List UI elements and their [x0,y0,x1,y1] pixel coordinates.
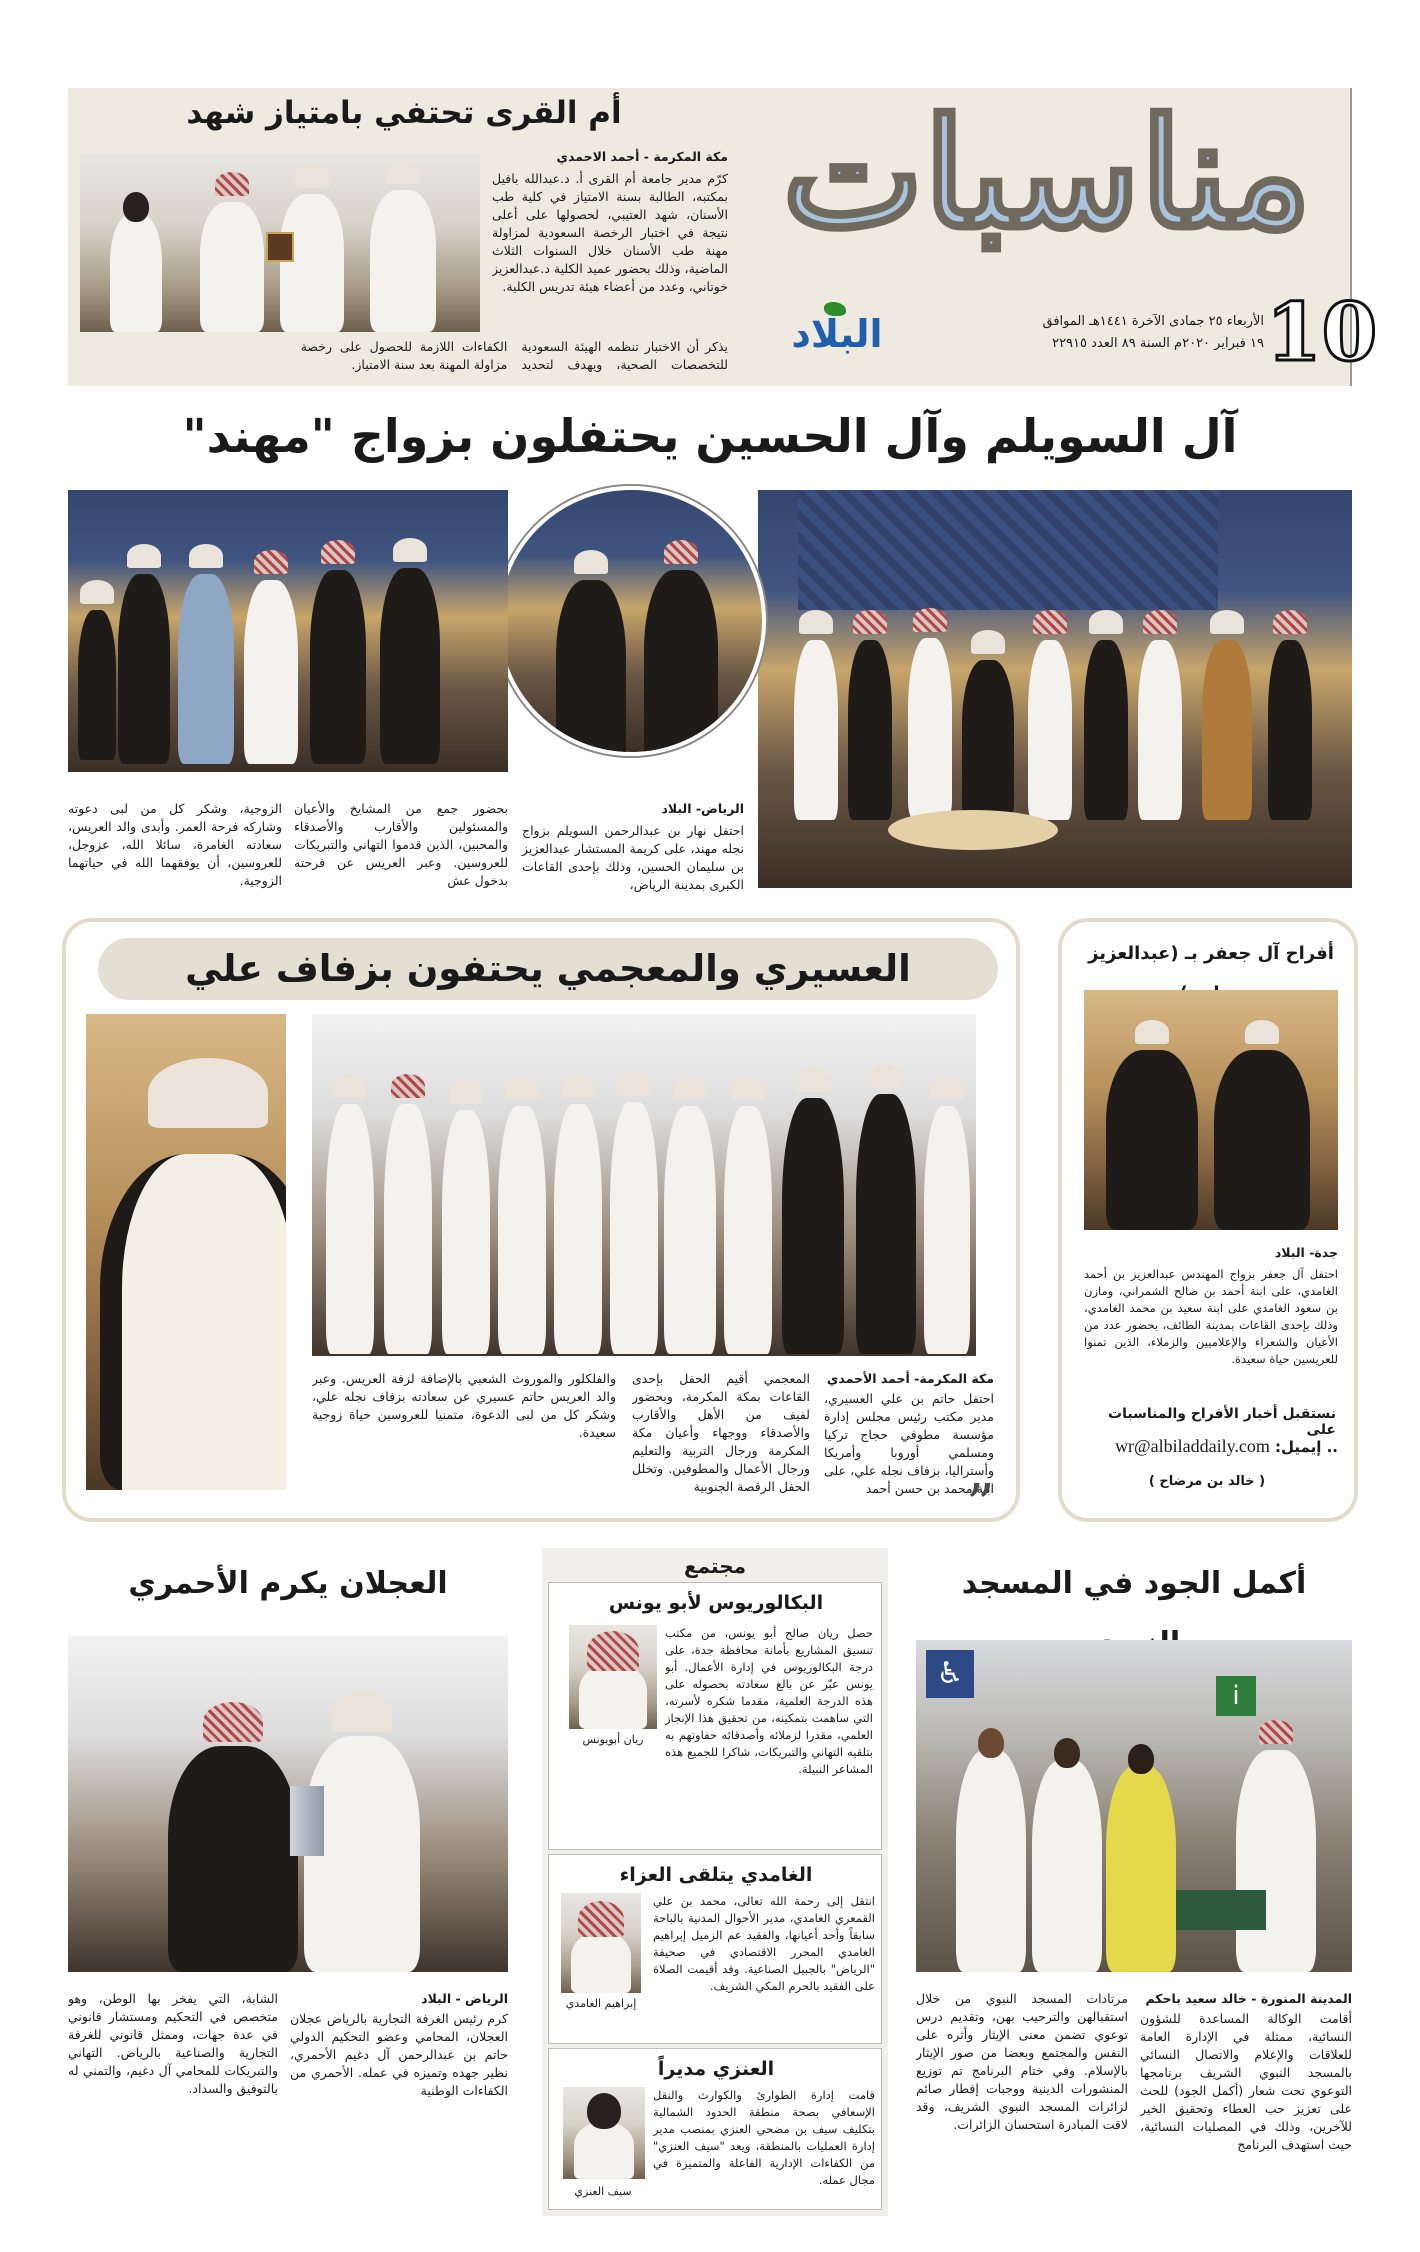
community-label: مجتمع [683,1554,747,1578]
person-figure [908,638,952,818]
person-figure [442,1110,490,1354]
person-figure [574,2123,634,2179]
ajwad-headline: أكمل الجود في المسجد [961,1566,1307,1601]
person-figure [168,1746,298,1972]
person-figure [956,1750,1026,1972]
community-item-1-caption: ريان أبويونس [582,1733,644,1746]
person-figure [244,580,298,764]
community-item-3 [548,2048,882,2210]
umm-alqura-story [68,88,740,386]
community-item-1-photo [569,1625,657,1729]
person-figure [571,1933,631,1993]
person-figure [579,1665,647,1729]
person-figure [1106,1766,1176,1972]
person-figure [924,1106,970,1354]
accessibility-sign-icon: ♿ [926,1650,974,1698]
suwailem-col1: احتفل نهار بن عبدالرحمن السويلم بزواج نجله مهند، على كريمة المستشار عبدالعزيز بن سليمان الحسين، وذلك بإحدى القاعات الكبرى بمدينة الرياض، [522,823,744,892]
person-figure [100,1154,286,1490]
table [888,810,1058,850]
person-figure [664,1106,716,1354]
ajlan-byline: الرياض - البلاد [421,1991,508,2006]
person-figure [110,214,162,332]
person-figure [118,574,170,764]
person-figure [554,1104,602,1354]
ajlan-col1: كرم رئيس الغرفة التجارية بالرياض عجلان العجلان، المحامي وعضو التحكيم الدولي حاتم بن عبدالرحمن آل دغيم الأحمري، نظير جهده وتميزه في عمله. الأحمري من الكفاءات الوطنية [290,2011,508,2098]
community-item-3-caption: سيف العنزي [574,2185,632,2198]
notice-email-line [1076,1436,1338,1466]
person-figure [794,640,838,820]
person-figure [370,190,436,332]
suwailem-groom-photo [496,486,766,756]
notice-box [1076,1392,1344,1512]
community-item-2-caption: إبراهيم الغامدي [565,1997,637,2010]
suwailem-photo-right [758,490,1352,888]
umm-alqura-byline: مكة المكرمة - أحمد الاحمدي [556,149,728,164]
ajwad-col1: أقامت الوكالة المساعدة للشؤون النسائية، ممثلة في الإدارة العامة للعلاقات والإعلام والاتصال النسائي بالمسجد النبوي الشريف برنامجها التوعوي تحت شعار (أكمل الجود) للحث على تعزيز حب العطاء وتحقيق الخير للآخرين، وذلك في المصليات النسائية، حيث استهدف البرنامج [1140,2011,1352,2152]
person-figure [280,194,344,332]
person-figure [1214,1050,1310,1230]
jaafar-body: احتفل آل جعفر بزواج المهندس عبدالعزيز بن أحمد الغامدي، على ابنة أحمد بن صالح الشمراني، ومازن بن سعود الغامدي على ابنة سعيد بن محمد الغامدي، وذلك بإحدى القاعات بمدينة الطائف، بحضور عدد من الأعيان والشعراء والإعلاميين والزملاء، الذين تمنوا للعريسين حياة سعيدة. [1084,1267,1338,1366]
community-item-3-headline: العنزي مديراً [657,2058,775,2080]
person-figure [556,580,626,756]
quote-mark-icon: ” [966,1473,995,1538]
umm-alqura-body: كرّم مدير جامعة أم القرى أ. د.عبدالله بافيل بمكتبه، الطالبة بسنة الامتياز في كلية طب الأسنان، شهد العتيبي، لحصولها على أعلى نتيجة في اختبار الرخصة السعودية لمزاولة مهنة طب الأسنان خلال السنوات الثلاث الماضية، وذلك بحضور عميد الكلية د.عبدالعزيز خوتاني، وعدد من أعضاء هيئة تدريس الكلية. [492,171,728,294]
jaafar-headline: أفراح آل جعفر بـ (عبدالعزيز [1088,943,1334,964]
community-item-2 [548,1854,882,2044]
person-figure [724,1106,772,1354]
umm-alqura-headline: أم القرى تحتفي بامتياز شهد [186,95,622,131]
ajlan-photo [68,1636,508,1972]
community-item-2-body: انتقل إلى رحمة الله تعالى، محمد بن علي القمعري الغامدي، مدير الأحوال المدنية بالباحة سابقاً وأحد أعيانها، والفقيد عم الزميل إبراهيم الغامدي المحرر الاقتصادي في صحيفة "الرياض" بالجبيل الصناعية. وقد أقيمت الصلاة على الفقيد بالحرم المكي الشريف. [653,1894,875,1993]
award-trophy [290,1786,324,1856]
date-line-2: ١٩ فبراير ٢٠٢٠م السنة ٨٩ العدد ٢٢٩١٥ [1052,336,1264,351]
suwailem-byline: الرياض- البلاد [661,801,744,816]
person-figure [380,568,440,764]
email-label: .. إيميل: [1275,1438,1338,1456]
person-figure [1138,640,1182,820]
person-figure [384,1104,432,1354]
logo-text: البلاد [791,312,883,356]
notice-line: نستقبل أخبار الأفراح والمناسبات على [1108,1406,1336,1438]
community-item-2-headline: الغامدي يتلقى العزاء [619,1864,813,1886]
umm-alqura-photo [80,154,480,332]
suwailem-col2: بحضور جمع من المشايخ والأعيان والمسئولين والأقارب والأصدقاء والمحبين، الذين قدموا التهاني والتبريكات للعروسين. وعبر العريس عن فرحته بدخول عش [294,801,508,888]
suwailem-headline: آل السويلم وآل الحسين يحتفلون بزواج "مهند" [182,409,1238,463]
umm-alqura-body-cont: يذكر أن الاختبار تنظمه الهيئة السعودية للتخصصات الصحية، ويهدف لتحديد الكفاءات اللازمة للحصول على رخصة مزاولة المهنة بعد سنة الامتياز. [300,339,728,372]
award-plaque [266,232,294,262]
ornate-panel [798,490,1218,610]
person-figure [326,1104,374,1354]
community-item-1-body: حصل ريان صالح أبو يونس، من مكتب تنسيق المشاريع بأمانة محافظة جدة، على درجة البكالوريوس في إدارة الأعمال. أبو يونس عبّر عن بالغ سعادته بحصوله على هذه الدرجة العلمية، مقدما شكره لأسرته، التي ساهمت بتمكينه، من تحقيق هذا الإنجاز العلمي، مقدرا لزملائه وأصدقائه حفاوتهم به بتلقيه التهاني والتبريكات، شاكرا للجميع هذه المشاعر النبيلة. [665,1626,873,1776]
ajwad-col2: مرتادات المسجد النبوي من خلال استقبالهن والترحيب بهن، وتقديم درس توعوي تضمن معنى الإيثار وأثره على النفس والمجتمع وبعضا من صور الإيثار بالإسلام. وفي ختام البرنامج تم توزيع المنشورات الدينية ووجبات إفطار صائم لزائرات المسجد النبوي الشريف، وقد لاقت المبادرة استحسان الزائرات. [916,1991,1128,2132]
date-line-1: الأربعاء ٢٥ جمادى الآخرة ١٤٤١هـ الموافق [1042,314,1264,329]
community-column [542,1548,888,2216]
person-figure [1236,1750,1316,1972]
page-number: 10 [1266,285,1378,379]
ajwad-photo [916,1640,1352,1972]
person-figure [962,660,1014,820]
asiri-groom-portrait [86,1014,286,1490]
person-figure [178,574,234,764]
ajlan-col2: الشابة، التي يفخر بها الوطن، وهو متخصص في التحكيم ومستشار قانوني في عدة جهات، وممثل قانوني للغرفة التجارية والصناعية بالرياض. التهاني والتبريكات للمحامي آل دغيم، والتمني له بالتوفيق والسداد. [68,1991,278,2096]
albilad-logo [772,300,902,364]
person-figure [498,1106,546,1354]
community-item-3-body: قامت إدارة الطوارئ والكوارث والنقل الإسعافي بصحة منطقة الحدود الشمالية بتكليف سيف بن مضحي العنزي بمنصب مدير إدارة العمليات بالمنطقة، ويعد "سيف العنزي" من الكفاءات الإدارية الفاعلة والمتميزة في مجال عمله. [653,2088,875,2187]
asiri-group-photo [312,1014,976,1356]
gift-boxes [1176,1890,1266,1930]
community-item-2-photo [561,1893,641,1993]
notice-contact: ( خالد بن مرضاح ) [1148,1474,1266,1489]
community-item-1-headline: البكالوريوس لأبو يونس [608,1592,824,1614]
person-figure [848,640,892,820]
ajwad-byline: المدينة المنورة - خالد سعيد باحكم [1145,1991,1352,2006]
asiri-col3: والفلكلور والموروث الشعبي بالإضافة لزفة العريس. وعبر والد العريس حاتم عسيري عن سعادته بزفاف نجله علي، وشكر كل من لبى الدعوة، متمنيا للعروسين حياة زوجية سعيدة. [312,1371,616,1440]
info-sign-icon: i [1216,1676,1256,1716]
asiri-headline: العسيري والمعجمي يحتفون بزفاف علي [98,938,998,1000]
email-link[interactable]: wr@albiladdaily.com [1115,1436,1270,1456]
person-figure [644,570,718,756]
person-figure [1106,1050,1198,1230]
person-figure [200,202,264,332]
person-figure [856,1094,916,1354]
asiri-col2: المعجمي أقيم الحفل بإحدى القاعات بمكة المكرمة، وبحضور لفيف من الأهل والأقارب والأصدقاء ووجهاء وأعيان مكة المكرمة ورجال التربية والتعليم ورجال الأعمال والمطوفين. وتخلل الحفل الرقصة الجنوبية [632,1371,810,1494]
person-figure [1028,640,1072,820]
asiri-byline: مكة المكرمة- أحمد الأحمدي [826,1371,994,1386]
community-item-3-photo [563,2087,645,2179]
person-figure [1084,640,1128,820]
person-figure [1268,640,1312,820]
person-figure [78,610,116,760]
suwailem-photo-left [68,490,508,772]
masthead [740,86,1378,386]
asiri-col1: احتفل حاتم بن علي العسيري، مدير مكتب رئيس مجلس إدارة مؤسسة مطوفي حجاج تركيا ومسلمي أوروبا وأمريكا وأستراليا، بزفاف نجله علي، على ابنة محمد بن حسن أحمد [824,1391,994,1496]
person-figure [1032,1760,1102,1972]
person-figure [310,570,366,764]
ajlan-headline: العجلان يكرم الأحمري [128,1566,448,1601]
person-figure [610,1102,658,1354]
jaafar-byline: جدة- البلاد [1274,1245,1338,1260]
suwailem-col3: الزوجية، وشكر كل من لبى دعوته وشاركه فرحة العمر. وأبدى والد العريس، سعادته الغامرة، سائلا الله، عزوجل، للعروسين، أن يوفقهما الله في حياتهما الزوجية. [68,801,282,888]
person-figure [782,1098,844,1354]
jaafar-photo [1084,990,1338,1230]
section-title: مناسبات [782,86,1312,262]
community-item-1 [548,1582,882,1850]
person-figure [1202,640,1252,820]
